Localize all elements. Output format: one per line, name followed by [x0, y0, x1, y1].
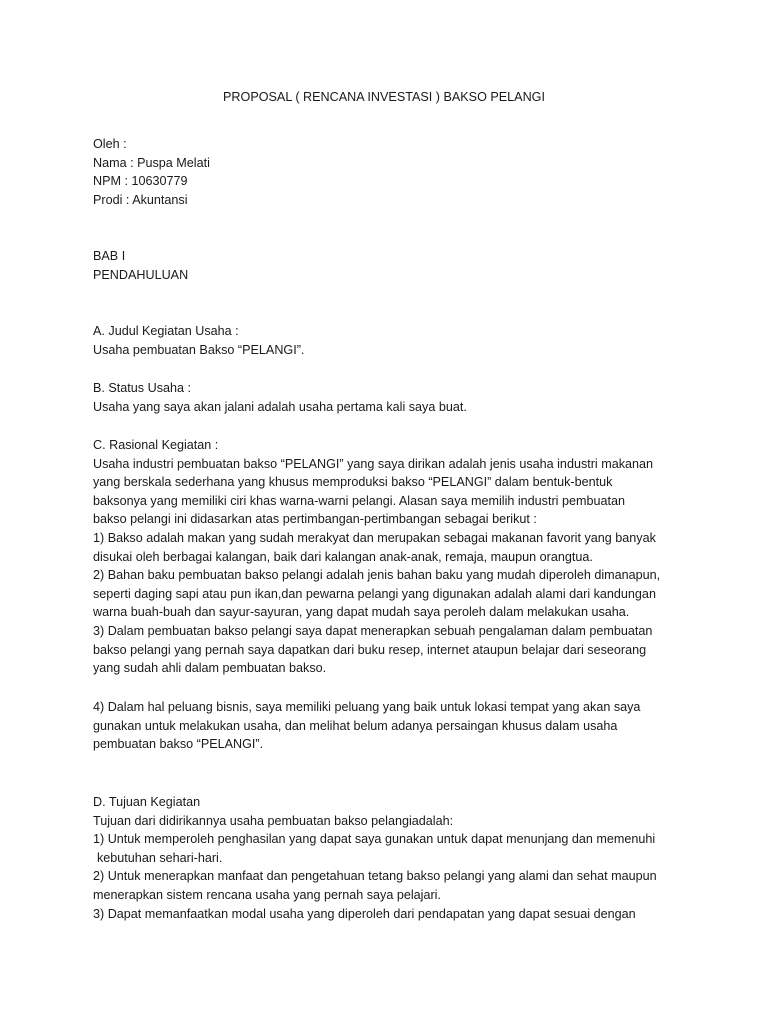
list-item-line: 2) Bahan baku pembuatan bakso pelangi adalah jenis bahan baku yang mudah diperoleh dimanapun,: [93, 568, 661, 583]
author-line: Nama : Puspa Melati: [93, 155, 210, 170]
list-item-line: 4) Dalam hal peluang bisnis, saya memiliki peluang yang baik untuk lokasi tempat yang akan saya: [93, 700, 641, 714]
list-item-line: gunakan untuk melakukan usaha, dan melihat belum adanya persaingan khusus dalam usaha: [93, 718, 618, 733]
section-a: [93, 322, 683, 359]
author-line: Oleh :: [93, 137, 127, 151]
list-item-line: 3) Dalam pembuatan bakso pelangi saya dapat menerapkan sebuah pengalaman dalam pembuatan: [93, 623, 653, 638]
section-heading: B. Status Usaha :: [93, 381, 192, 395]
section-d: [93, 793, 683, 923]
list-item-line: 2) Untuk menerapkan manfaat dan pengetahuan tetang bakso pelangi yang alami dan sehat maupun: [93, 869, 657, 884]
list-item-line: 3) Dapat memanfaatkan modal usaha yang diperoleh dari pendapatan yang dapat sesuai dengan: [93, 906, 636, 921]
chapter-heading: [93, 247, 683, 284]
list-item-line: seperti daging sapi atau pun ikan,dan pewarna pelangi yang digunakan adalah alami dari kandungan: [93, 586, 656, 601]
paragraph-line: Usaha yang saya akan jalani adalah usaha pertama kali saya buat.: [93, 399, 467, 414]
list-item-line: kebutuhan sehari-hari.: [97, 850, 223, 865]
list-item-line: 1) Bakso adalah makan yang sudah merakyat dan merupakan sebagai makanan favorit yang banyak: [93, 530, 656, 545]
paragraph-line: Tujuan dari didirikannya usaha pembuatan bakso pelangiadalah:: [93, 813, 454, 828]
author-block: [93, 135, 683, 209]
list-item-line: yang sudah ahli dalam pembuatan bakso.: [93, 661, 327, 676]
section-c: [93, 436, 683, 678]
paragraph-line: baksonya yang memiliki ciri khas warna-warni pelangi. Alasan saya memilih industri pembuatan: [93, 493, 625, 508]
paragraph-line: Usaha pembuatan Bakso “PELANGI”.: [93, 342, 305, 357]
list-item-line: pembuatan bakso “PELANGI”.: [93, 737, 264, 752]
section-b: [93, 379, 683, 416]
chapter-name: PENDAHULUAN: [93, 267, 189, 282]
document-title: PROPOSAL ( RENCANA INVESTASI ) BAKSO PELANGI: [223, 90, 545, 104]
paragraph-line: yang berskala sederhana yang khusus memproduksi bakso “PELANGI” dalam bentuk-bentuk: [93, 475, 613, 490]
section-heading: C. Rasional Kegiatan :: [93, 438, 219, 452]
list-item-line: menerapkan sistem rencana usaha yang pernah saya pelajari.: [93, 887, 441, 902]
chapter-number: BAB I: [93, 249, 126, 263]
paragraph-line: Usaha industri pembuatan bakso “PELANGI” yang saya dirikan adalah jenis usaha industri makanan: [93, 456, 654, 471]
list-item-line: 1) Untuk memperoleh penghasilan yang dapat saya gunakan untuk dapat menunjang dan memenuhi: [93, 832, 656, 847]
section-c-point-4: [93, 698, 683, 754]
author-line: Prodi : Akuntansi: [93, 192, 188, 207]
section-heading: D. Tujuan Kegiatan: [93, 795, 201, 809]
list-item-line: bakso pelangi yang pernah saya dapatkan dari buku resep, internet ataupun belajar dari seseorang: [93, 642, 647, 657]
author-line: NPM : 10630779: [93, 174, 188, 189]
paragraph-line: bakso pelangi ini didasarkan atas pertimbangan-pertimbangan sebagai berikut :: [93, 512, 537, 527]
list-item-line: disukai oleh berbagai kalangan, baik dari kalangan anak-anak, remaja, maupun orangtua.: [93, 549, 593, 564]
section-heading: A. Judul Kegiatan Usaha :: [93, 324, 239, 338]
list-item-line: warna buah-buah dan sayur-sayuran, yang dapat mudah saya peroleh dalam melakukan usaha.: [93, 605, 630, 620]
